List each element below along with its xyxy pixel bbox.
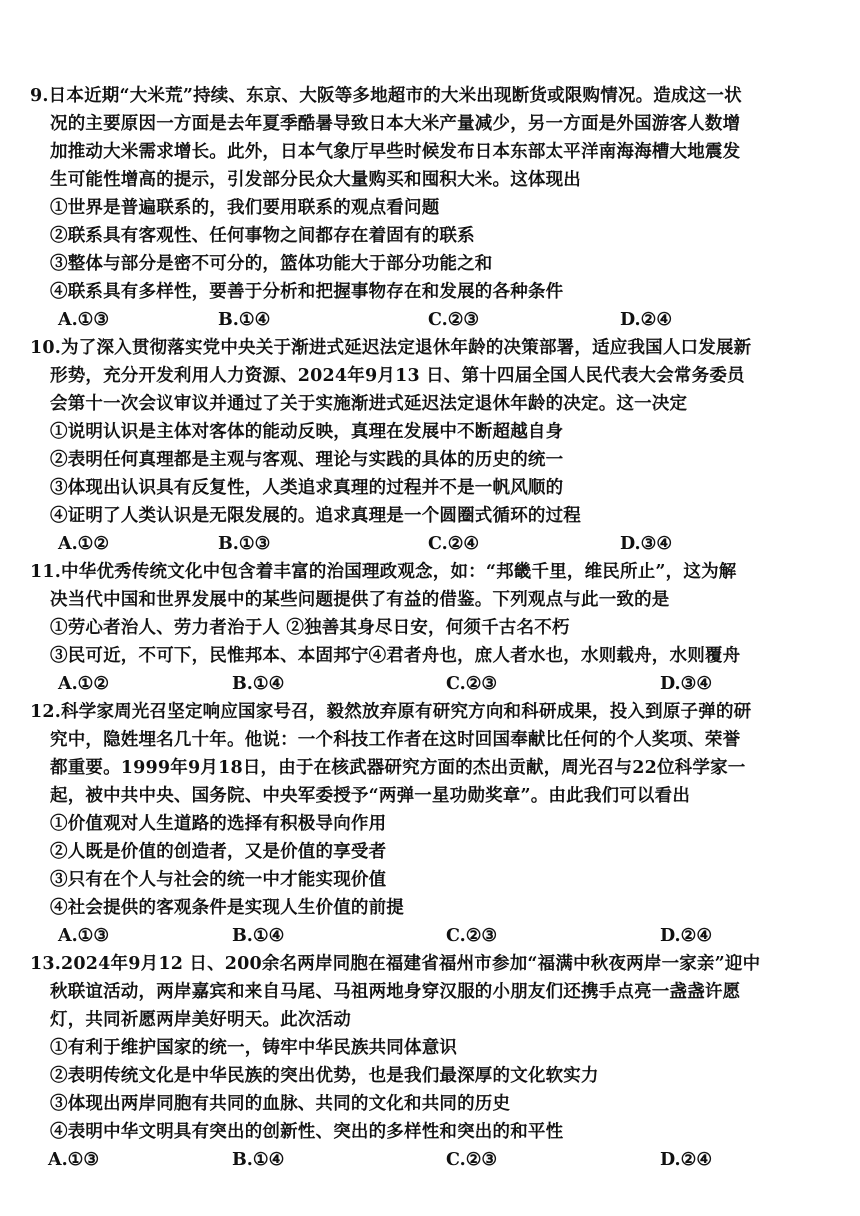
question-stem-line: 会第十一次会议审议并通过了关于实施渐进式延迟法定退休年龄的决定。这一决定 <box>50 394 688 414</box>
statement-item: ①说明认识是主体对客体的能动反映，真理在发展中不断超越自身 <box>50 422 564 442</box>
statement-item: ②表明任何真理都是主观与客观、理论与实践的具体的历史的统一 <box>50 450 564 470</box>
statement-item: ①价值观对人生道路的选择有积极导向作用 <box>50 814 387 834</box>
statement-item: ①有利于维护国家的统一，铸牢中华民族共同体意识 <box>50 1038 458 1058</box>
answer-option: C.②③ <box>446 674 498 694</box>
answer-option: A.①③ <box>58 926 110 946</box>
statement-item: ③民可近，不可下，民惟邦本、本固邦宁④君者舟也，庶人者水也，水则载舟，水则覆舟 <box>50 646 741 666</box>
statement-item: ④社会提供的客观条件是实现人生价值的前提 <box>50 898 404 918</box>
question-stem-line: 起，被中共中央、国务院、中央军委授予“两弹一星功勋奖章”。由此我们可以看出 <box>50 786 691 806</box>
question-stem-line: 加推动大米需求增长。此外，日本气象厅早些时候发布日本东部太平洋南海海槽大地震发 <box>50 142 741 162</box>
statement-item: ①劳心者治人、劳力者治于人 ②独善其身尽日安，何须千古名不朽 <box>50 618 570 638</box>
answer-option: C.②③ <box>428 310 480 330</box>
answer-option: D.②④ <box>660 1150 713 1170</box>
statement-item: ③体现出认识具有反复性，人类追求真理的过程并不是一帆风顺的 <box>50 478 564 498</box>
statement-item: ③整体与部分是密不可分的，篮体功能大于部分功能之和 <box>50 254 493 274</box>
question-stem-line: 11.中华优秀传统文化中包含着丰富的治国理政观念，如：“邦畿千里，维民所止”，这为解 <box>30 562 737 582</box>
statement-item: ②联系具有客观性、任何事物之间都存在着固有的联系 <box>50 226 475 246</box>
answer-option: C.②③ <box>446 926 498 946</box>
statement-item: ③只有在个人与社会的统一中才能实现价值 <box>50 870 387 890</box>
answer-option: B.①④ <box>232 674 285 694</box>
statement-item: ②人既是价值的创造者，又是价值的享受者 <box>50 842 387 862</box>
question-stem-line: 生可能性增高的提示，引发部分民众大量购买和囤积大米。这体现出 <box>50 170 581 190</box>
answer-option: D.②④ <box>660 926 713 946</box>
question-stem-line: 况的主要原因一方面是去年夏季酷暑导致日本大米产量减少，另一方面是外国游客人数增 <box>50 114 741 134</box>
question-stem-line: 秋联谊活动，两岸嘉宾和来自马尾、马祖两地身穿汉服的小朋友们还携手点亮一盏盏许愿 <box>50 982 741 1002</box>
question-stem-line: 究中，隐姓埋名几十年。他说：一个科技工作者在这时回国奉献比任何的个人奖项、荣誉 <box>50 730 741 750</box>
answer-option: A.①② <box>58 534 110 554</box>
statement-item: ④证明了人类认识是无限发展的。追求真理是一个圆圈式循环的过程 <box>50 506 581 526</box>
question-stem-line: 13.2024年9月12 日、200余名两岸同胞在福建省福州市参加“福满中秋夜两岸一家亲”迎中 <box>30 954 761 974</box>
answer-option: C.②③ <box>446 1150 498 1170</box>
question-stem-line: 灯，共同祈愿两岸美好明天。此次活动 <box>50 1010 351 1030</box>
question-stem-line: 形势，充分开发利用人力资源、2024年9月13 日、第十四届全国人民代表大会常务委员 <box>50 366 745 386</box>
answer-option: B.①④ <box>232 1150 285 1170</box>
answer-option: D.③④ <box>620 534 673 554</box>
statement-item: ④联系具有多样性，要善于分析和把握事物存在和发展的各种条件 <box>50 282 564 302</box>
answer-option: B.①④ <box>218 310 271 330</box>
statement-item: ③体现出两岸同胞有共同的血脉、共同的文化和共同的历史 <box>50 1094 511 1114</box>
answer-option: B.①④ <box>232 926 285 946</box>
question-stem-line: 12.科学家周光召坚定响应国家号召，毅然放弃原有研究方向和科研成果，投入到原子弹的研 <box>30 702 752 722</box>
answer-option: B.①③ <box>218 534 271 554</box>
answer-option: A.①③ <box>58 310 110 330</box>
answer-option: C.②④ <box>428 534 480 554</box>
question-stem-line: 都重要。1999年9月18日，由于在核武器研究方面的杰出贡献，周光召与22位科学家一 <box>50 758 746 778</box>
answer-option: D.②④ <box>620 310 673 330</box>
statement-item: ④表明中华文明具有突出的创新性、突出的多样性和突出的和平性 <box>50 1122 564 1142</box>
statement-item: ②表明传统文化是中华民族的突出优势，也是我们最深厚的文化软实力 <box>50 1066 599 1086</box>
question-stem-line: 决当代中国和世界发展中的某些问题提供了有益的借鉴。下列观点与此一致的是 <box>50 590 670 610</box>
answer-option: A.①② <box>58 674 110 694</box>
answer-option: D.③④ <box>660 674 713 694</box>
question-stem-line: 10.为了深入贯彻落实党中央关于渐进式延迟法定退休年龄的决策部署，适应我国人口发展新 <box>30 338 752 358</box>
statement-item: ①世界是普遍联系的，我们要用联系的观点看问题 <box>50 198 440 218</box>
answer-option: A.①③ <box>48 1150 100 1170</box>
question-stem-line: 9.日本近期“大米荒”持续、东京、大阪等多地超市的大米出现断货或限购情况。造成这一状 <box>30 86 742 106</box>
